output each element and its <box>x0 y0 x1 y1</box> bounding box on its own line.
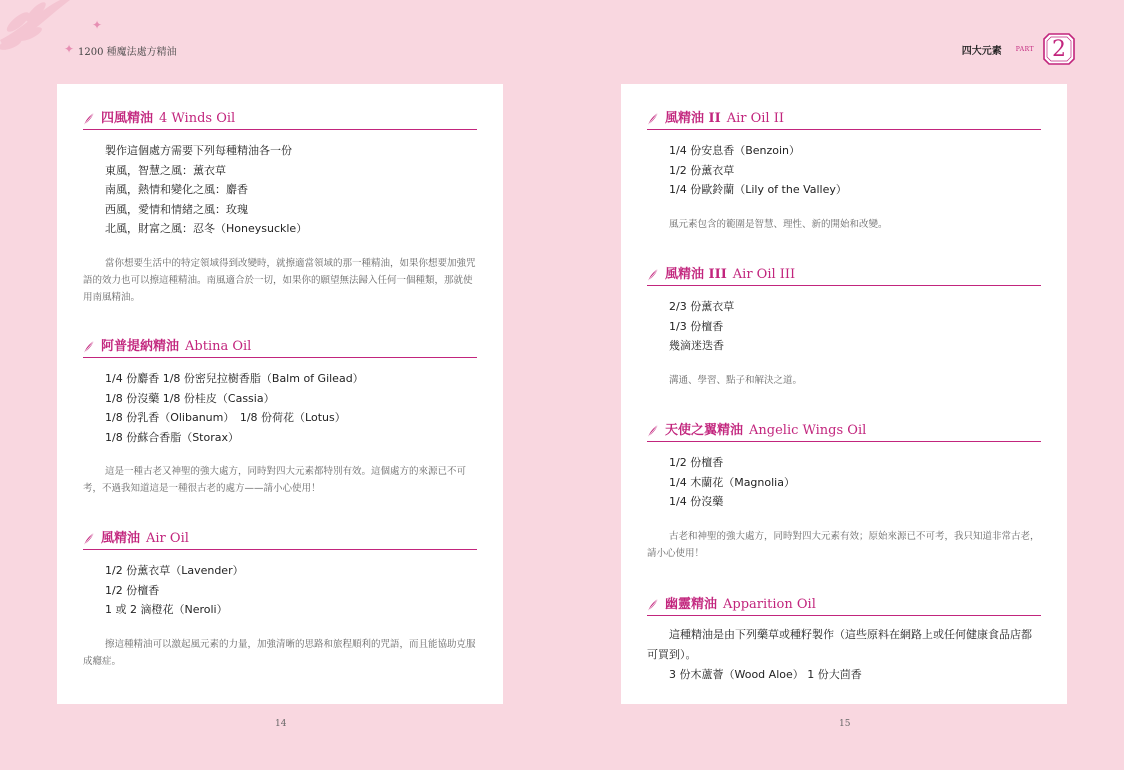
recipe-block <box>83 106 477 306</box>
recipe-intro: 這種精油是由下列藥草或種籽製作（這些原料在網路上或任何健康食品店都可買到）。 <box>647 628 1032 661</box>
ingredient-line: 1/4 份麝香 1/8 份密兒拉樹香脂（Balm of Gilead） <box>105 372 364 385</box>
ingredient-list <box>647 453 1041 512</box>
quill-leaf-icon <box>83 112 95 126</box>
sparkle-icon: ✦ <box>64 42 75 56</box>
recipe-block <box>647 262 1041 389</box>
recipe-title-zh: 阿普提納精油 <box>101 339 180 354</box>
leaf-decoration <box>0 0 130 80</box>
recipe-note: 當你想要生活中的特定領域得到改變時，就擦適當領域的那一種精油，如果你想要加強咒語的效力也可以擦這種精油。南風適合於一切，如果你的願望無法歸入任何一個種類，那就使用南風精油。 <box>83 257 476 303</box>
recipe-title <box>647 418 1041 442</box>
part-number: 2 <box>1052 36 1066 62</box>
ingredient-line: 2/3 份薰衣草 <box>669 300 735 313</box>
ingredient-line: 東風，智慧之風：薰衣草 <box>105 163 226 177</box>
section-name: 四大元素 <box>961 45 1002 57</box>
ingredient-line: 1/2 份檀香 <box>105 583 160 597</box>
recipe-block <box>647 106 1041 233</box>
ingredient-list <box>647 141 1041 200</box>
ingredient-line: 製作這個處方需要下列每種精油各一份 <box>105 144 292 157</box>
ingredient-line: 幾滴迷迭香 <box>669 339 724 352</box>
recipe-title <box>647 592 1041 616</box>
recipe-note: 風元素包含的範圍是智慧、理性、新的開始和改變。 <box>669 218 888 230</box>
recipe-title-en: Air Oil <box>146 531 189 546</box>
recipe-title-zh: 幽靈精油 <box>665 597 718 612</box>
ingredient-list <box>647 297 1041 356</box>
recipe-block <box>647 418 1041 562</box>
recipe-title-zh: 風精油 III <box>665 267 727 282</box>
left-page <box>57 84 503 704</box>
recipe-title-en: Angelic Wings Oil <box>749 423 867 438</box>
right-page <box>621 84 1067 704</box>
quill-leaf-icon <box>647 424 659 438</box>
recipe-note: 擦這種精油可以激起風元素的力量，加強清晰的思路和旅程順利的咒語，而且能協助克服成癮症。 <box>83 638 476 667</box>
recipe-title-zh: 天使之翼精油 <box>665 423 744 438</box>
page-number-right: 15 <box>839 719 851 729</box>
recipe-note: 這是一種古老又神聖的強大處方，同時對四大元素都特別有效。這個處方的來源已不可考，不過我知道這是一種很古老的處方——請小心使用！ <box>83 466 467 494</box>
recipe-block <box>647 592 1041 685</box>
chapter-header <box>962 32 1076 66</box>
ingredient-list <box>83 561 477 620</box>
recipe-title <box>647 106 1041 130</box>
ingredient-line: 1/4 木蘭花（Magnolia） <box>669 475 795 489</box>
ingredient-list <box>83 141 477 239</box>
recipe-title-zh: 風精油 <box>101 531 141 546</box>
quill-leaf-icon <box>647 112 659 126</box>
ingredient-line: 1/8 份沒藥 1/8 份桂皮（Cassia） <box>105 391 275 405</box>
ingredient-line: 1/8 份蘇合香脂（Storax） <box>105 430 239 444</box>
part-badge <box>1042 32 1076 66</box>
part-label: PART <box>1015 45 1034 53</box>
quill-leaf-icon <box>647 598 659 612</box>
recipe-title-en: Air Oil II <box>726 111 784 126</box>
ingredient-line: 3 份木蘆薈（Wood Aloe） 1 份大茴香 <box>669 668 862 681</box>
recipe-title-en: Abtina Oil <box>185 339 252 354</box>
ingredient-line: 1/4 份安息香（Benzoin） <box>669 144 801 157</box>
recipe-title-zh: 四風精油 <box>101 111 154 126</box>
ingredient-list <box>83 369 477 447</box>
recipe-title <box>647 262 1041 286</box>
ingredient-line: 1/2 份薰衣草 <box>669 163 735 177</box>
ingredient-line: 1/4 份歐鈴蘭（Lily of the Valley） <box>669 183 847 196</box>
recipe-note: 溝通、學習、點子和解決之道。 <box>669 374 803 386</box>
recipe-block <box>83 526 477 670</box>
recipe-block <box>83 334 477 497</box>
ingredient-line: 1 或 2 滴橙花（Neroli） <box>105 603 228 616</box>
recipe-title <box>83 526 477 550</box>
recipe-title-en: 4 Winds Oil <box>159 111 236 126</box>
recipe-title-en: Apparition Oil <box>723 597 816 612</box>
ingredient-line: 1/2 份薰衣草（Lavender） <box>105 564 244 577</box>
ingredient-line: 1/2 份檀香 <box>669 456 724 469</box>
recipe-note: 古老和神聖的強大處方，同時對四大元素有效；原始來源已不可考，我只知道非常古老，請小心使用！ <box>647 530 1040 559</box>
page-number-left: 14 <box>275 719 287 729</box>
recipe-title <box>83 334 477 358</box>
ingredient-line: 南風，熱情和變化之風：麝香 <box>105 183 248 196</box>
quill-leaf-icon <box>647 268 659 282</box>
recipe-title-zh: 風精油 II <box>665 111 721 126</box>
ingredient-line: 西風，愛情和情緒之風：玫瑰 <box>105 202 248 216</box>
book-running-title: 1200 種魔法處方精油 <box>78 47 177 58</box>
ingredient-line: 1/3 份檀香 <box>669 319 724 333</box>
ingredient-line: 北風，財富之風：忍冬（Honeysuckle） <box>105 222 308 235</box>
recipe-title-en: Air Oil III <box>732 267 796 282</box>
quill-leaf-icon <box>83 340 95 354</box>
ingredient-line: 1/4 份沒藥 <box>669 495 724 508</box>
ingredient-line: 1/8 份乳香（Olibanum） 1/8 份荷花（Lotus） <box>105 411 346 424</box>
quill-leaf-icon <box>83 532 95 546</box>
sparkle-icon: ✦ <box>92 18 103 32</box>
recipe-title <box>83 106 477 130</box>
ingredient-list <box>647 665 1041 685</box>
